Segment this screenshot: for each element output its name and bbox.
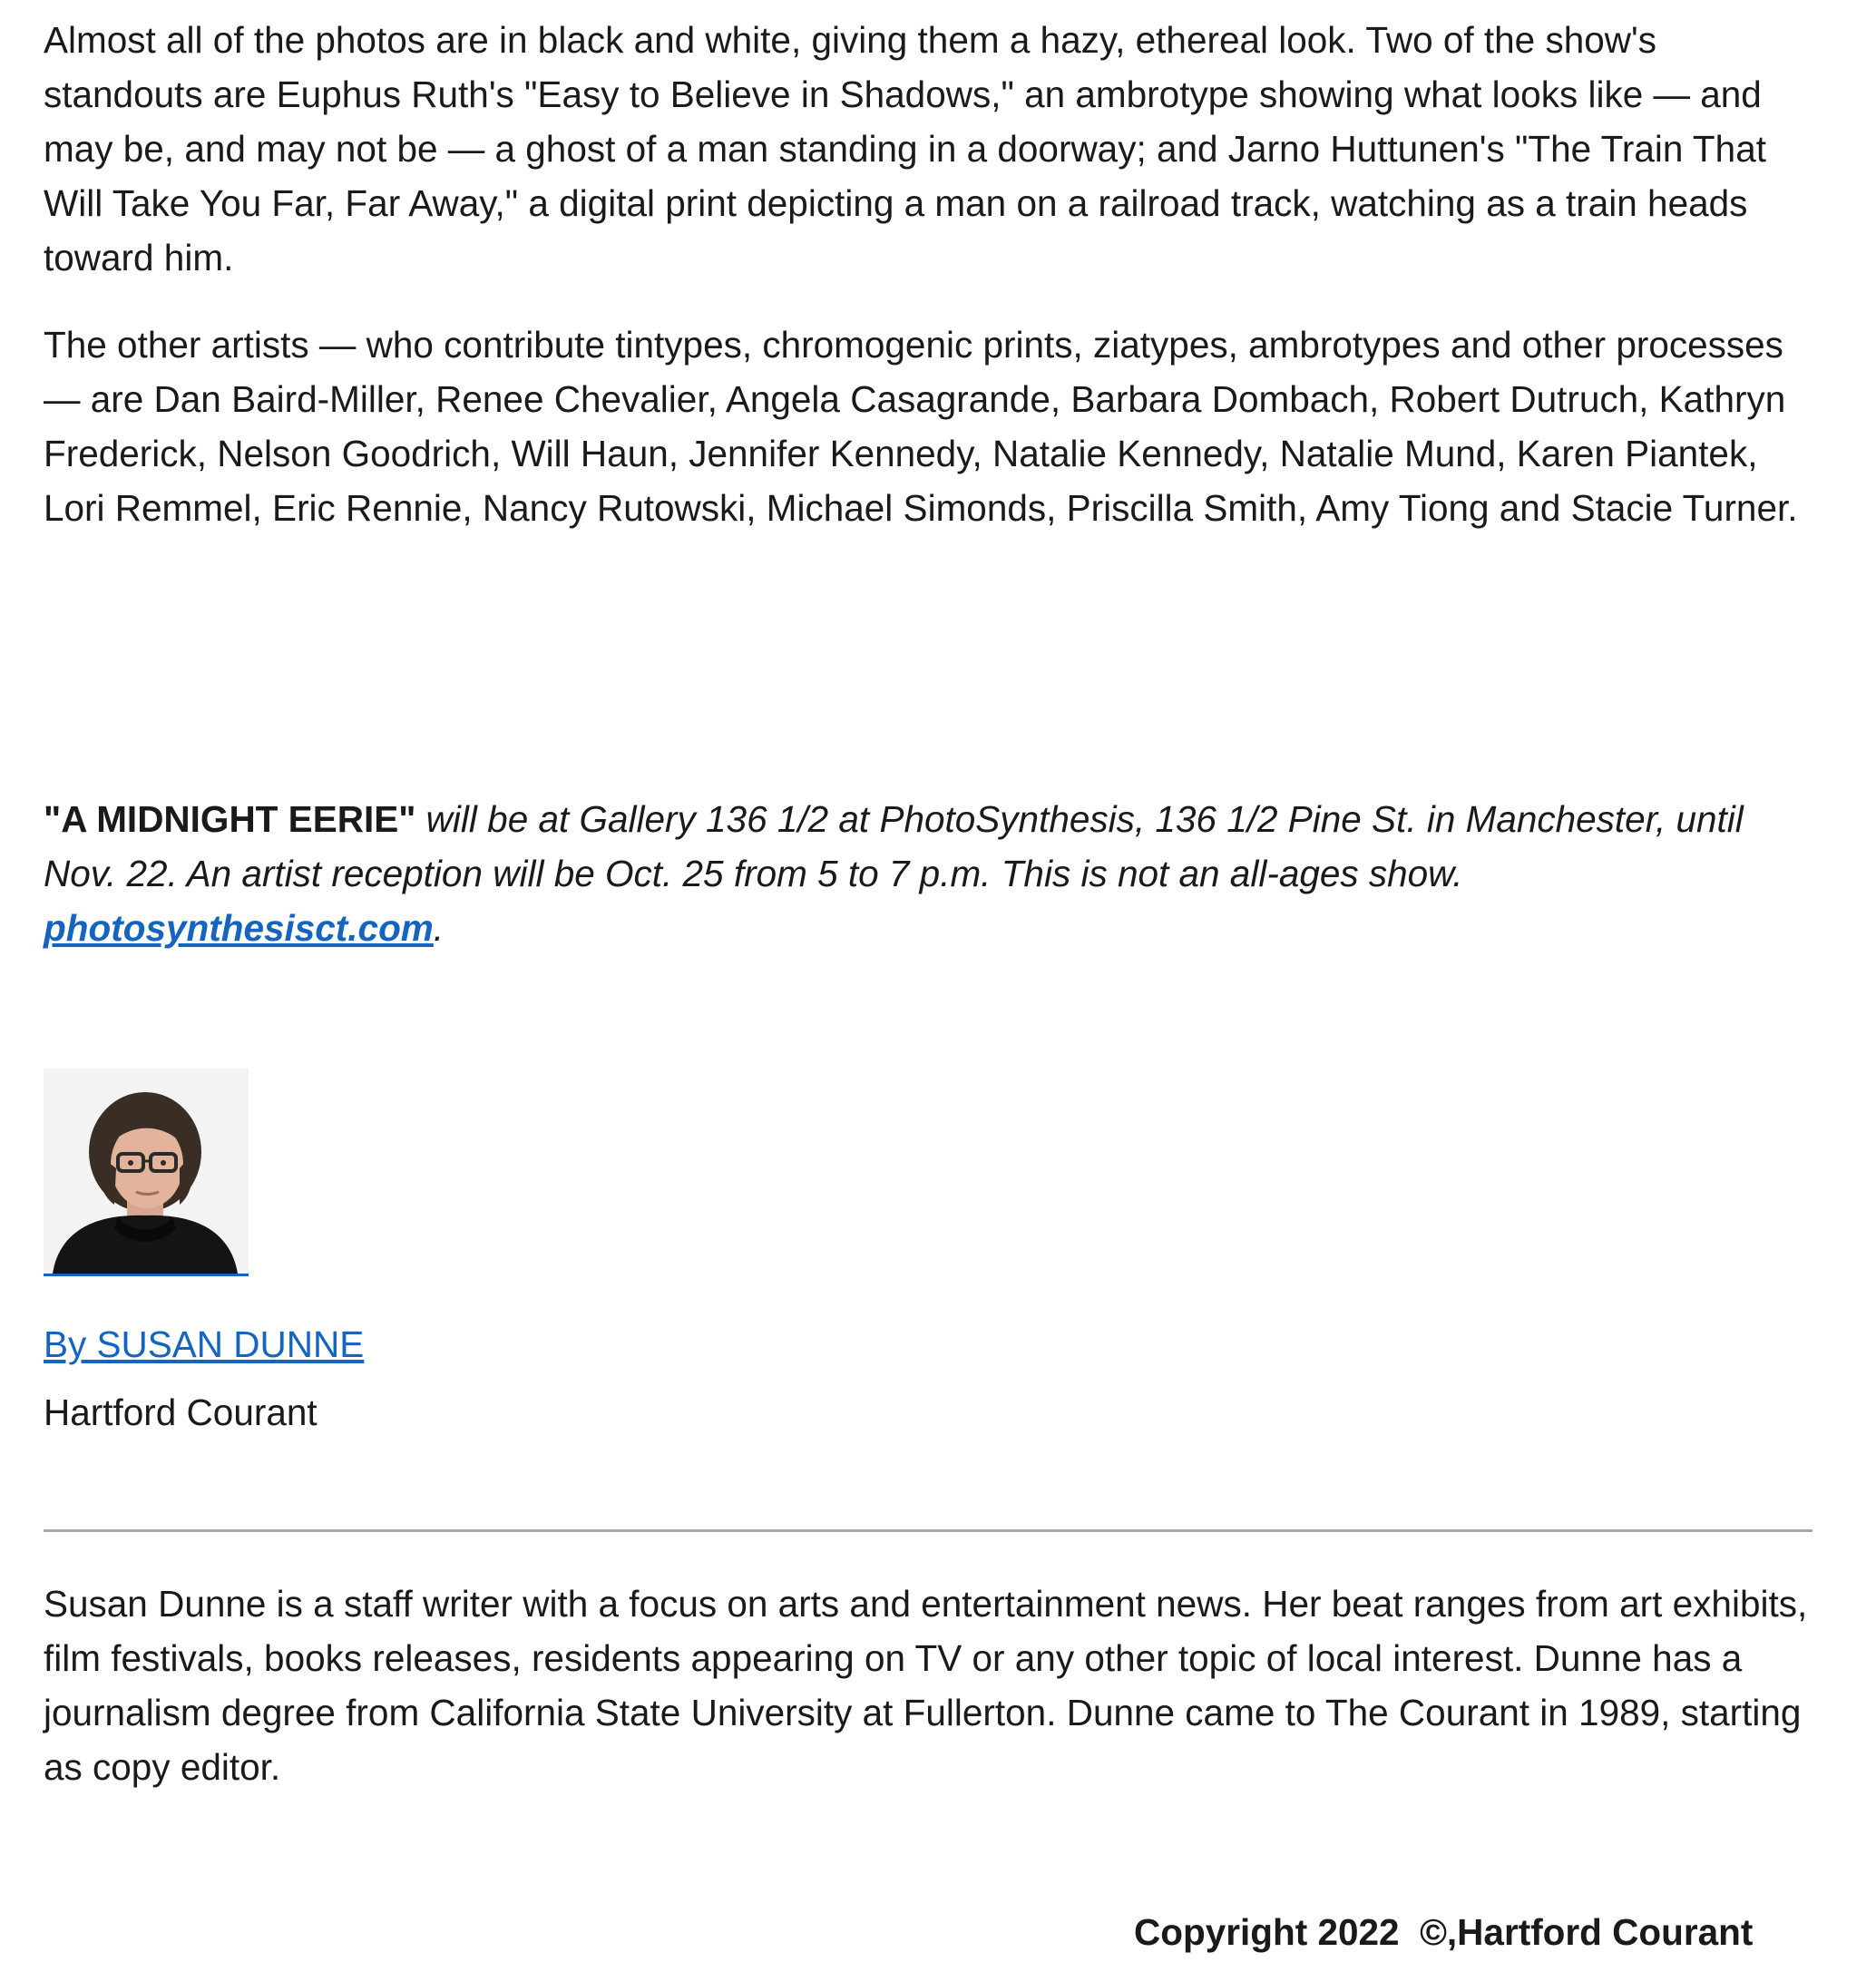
event-end-punct: . [433, 907, 445, 949]
copyright-notice: Copyright 2022 ©,Hartford Courant [1134, 1911, 1754, 1953]
article-paragraph: Almost all of the photos are in black and white, giving them a hazy, ethereal look. Two of the show's standouts are Euphus Ruth's "Easy to Believe in Shadows," an ambrotype showing what looks like — and may be, and may not be — a ghost of a man standing in a doorway; and Jarno Huttunen's "The Train That Will Take You Far, Far Away," a digital print depicting a man on a railroad track, watching as a train heads toward him. [44, 19, 1766, 278]
author-photo [44, 1069, 249, 1274]
author-byline-link[interactable]: By SUSAN DUNNE [44, 1323, 365, 1365]
author-photo-link[interactable] [44, 1069, 249, 1276]
website-link[interactable]: photosynthesisct.com [44, 907, 434, 949]
article-paragraph: The other artists — who contribute tintypes, chromogenic prints, ziatypes, ambrotypes and other processes — are Dan Baird-Miller, Renee Chevalier, Angela Casagrande, Barbara Dombach, Robert Dutruch, Kathryn Frederick, Nelson Goodrich, Will Haun, Jennifer Kennedy, Natalie Kennedy, Natalie Mund, Karen Piantek, Lori Remmel, Eric Rennie, Nancy Rutowski, Michael Simonds, Priscilla Smith, Amy Tiong and Stacie Turner. [44, 324, 1798, 529]
event-details: will be at Gallery 136 1/2 at PhotoSynthesis, 136 1/2 Pine St. in Manchester, until Nov. 22. An artist reception will be Oct. 25 from 5 to 7 p.m. This is not an all-ages show. [44, 798, 1744, 894]
author-outlet: Hartford Courant [44, 1391, 318, 1433]
event-info [44, 792, 1822, 955]
event-title: "A MIDNIGHT EERIE" [44, 798, 416, 840]
author-bio: Susan Dunne is a staff writer with a focus on arts and entertainment news. Her beat ranges from art exhibits, film festivals, books releases, residents appearing on TV or any other topic of local interest. Dunne has a journalism degree from California State University at Fullerton. Dunne came to The Courant in 1989, starting as copy editor. [44, 1583, 1808, 1788]
section-divider [44, 1529, 1812, 1532]
